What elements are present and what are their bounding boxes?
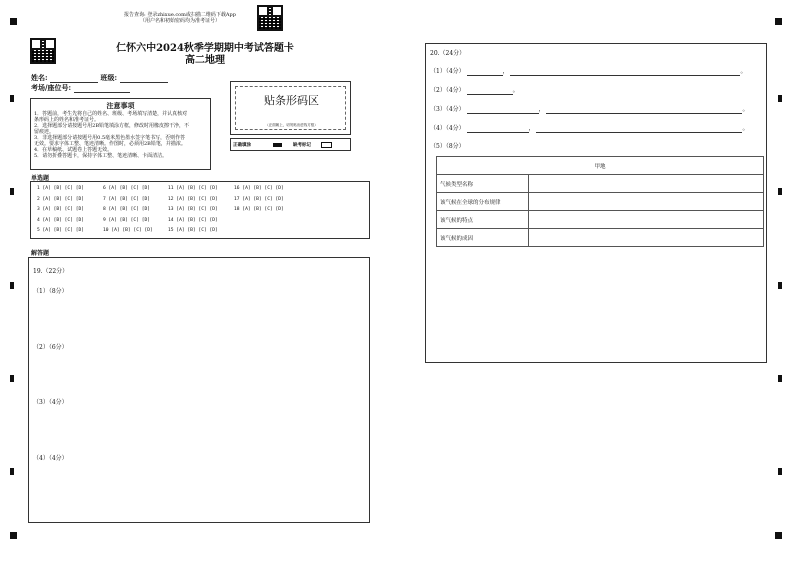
- q20-part-5: （5）（8分）: [430, 143, 465, 150]
- choice-question[interactable]: 13 [A] [B] [C] [D]: [168, 207, 218, 212]
- name-label: 姓名:: [31, 73, 48, 82]
- q20-part-2: （2）（4分）: [430, 87, 465, 94]
- choice-question[interactable]: 5 [A] [B] [C] [D]: [37, 228, 85, 233]
- table-row: 气候类型名称: [437, 175, 764, 193]
- correct-fill-label: 正确填涂: [233, 143, 251, 148]
- timing-mark: [778, 282, 782, 289]
- q20-part-3-blank-a[interactable]: [467, 106, 539, 114]
- registration-mark: [775, 18, 782, 25]
- choice-question[interactable]: 15 [A] [B] [C] [D]: [168, 228, 218, 233]
- table-header: 甲地: [437, 157, 764, 175]
- report-notice-line1: 报告查询: 登录zhixue.com或扫描二维码下载App: [124, 12, 236, 18]
- q19-answer-box[interactable]: [28, 257, 370, 523]
- timing-mark: [10, 188, 14, 195]
- room-seat-field[interactable]: [74, 85, 130, 93]
- table-row: 该气候的特点: [437, 211, 764, 229]
- report-notice-line2: （用户名和初始密码均为准考证号）: [139, 18, 220, 24]
- q20-part-4-blank-a[interactable]: [467, 125, 529, 133]
- fill-legend: [230, 138, 351, 151]
- q20-part-2-row: （2）（4分） 。: [430, 87, 519, 94]
- choice-section-label: 单选题: [31, 175, 50, 182]
- q19-part-1: （1）（8分）: [33, 288, 68, 295]
- timing-mark: [778, 375, 782, 382]
- choice-question[interactable]: 10 [A] [B] [C] [D]: [103, 228, 153, 233]
- timing-mark: [10, 375, 14, 382]
- instruction-line: 留痕迹。: [34, 129, 55, 135]
- app-qr-code-icon[interactable]: [257, 5, 283, 31]
- timing-mark: [10, 468, 14, 475]
- table-answer-cell[interactable]: [529, 175, 764, 193]
- timing-mark: [10, 95, 14, 102]
- registration-mark: [775, 532, 782, 539]
- q20-part-4: （4）（4分）: [430, 125, 465, 132]
- instruction-line: 1．答题前，考生先将自己的姓名、班级、考场填写清楚，并认真核对: [34, 111, 188, 117]
- timing-mark: [10, 282, 14, 289]
- choice-question[interactable]: 9 [A] [B] [C] [D]: [103, 217, 151, 223]
- choice-question[interactable]: 3 [A] [B] [C] [D]: [37, 207, 85, 212]
- q20-answer-box: [425, 43, 767, 363]
- choice-question[interactable]: 2 [A] [B] [C] [D]: [37, 196, 85, 202]
- choice-question[interactable]: 16 [A] [B] [C] [D]: [234, 186, 284, 191]
- timing-mark: [778, 188, 782, 195]
- q20-part-2-blank[interactable]: [467, 87, 513, 95]
- absent-mark-label: 缺考标记: [293, 143, 311, 148]
- q20-part-1: （1）（4分）: [430, 68, 465, 75]
- room-seat-label: 考场/座位号:: [31, 83, 72, 92]
- q20-part-1-blank-a[interactable]: [467, 68, 503, 76]
- exam-subject: 高二地理: [185, 55, 225, 66]
- instructions-heading: 注意事项: [106, 101, 135, 110]
- instruction-line: 5．请勿折叠答题卡，保持字体工整、笔迹清晰、卡面清洁。: [34, 153, 168, 159]
- q20-part-3-blank-b[interactable]: [546, 106, 742, 114]
- table-answer-cell[interactable]: [529, 211, 764, 229]
- absent-box-icon[interactable]: [321, 142, 332, 148]
- q20-climate-table: [436, 156, 764, 247]
- class-field[interactable]: [120, 75, 168, 83]
- table-answer-cell[interactable]: [529, 229, 764, 247]
- choice-question[interactable]: 17 [A] [B] [C] [D]: [234, 196, 284, 202]
- timing-mark: [778, 468, 782, 475]
- q19-part-4: （4）（4分）: [33, 455, 68, 462]
- q19-part-3: （3）（4分）: [33, 399, 68, 406]
- q19-part-2: （2）（6分）: [33, 344, 68, 351]
- instruction-line: 3．非选择题部分请按题号用0.5毫米黑色墨水签字笔书写，否则作答: [34, 135, 186, 141]
- student-qr-code-icon: [30, 38, 56, 64]
- exam-title: 仁怀六中2024秋季学期期中考试答题卡: [116, 43, 294, 54]
- table-row: 该气候在全球的分布规律: [437, 193, 764, 211]
- class-label: 班级:: [100, 73, 118, 82]
- table-answer-cell[interactable]: [529, 193, 764, 211]
- instructions-list: [34, 111, 207, 159]
- choice-question[interactable]: 11 [A] [B] [C] [D]: [168, 186, 218, 191]
- barcode-hint: （正面朝上，切勿贴出虚线方框）: [265, 123, 318, 127]
- choice-question[interactable]: 7 [A] [B] [C] [D]: [103, 196, 151, 202]
- instruction-line: 2．选择题部分请按题号用2B铅笔填涂方框，修改时用橡皮擦干净，不: [34, 123, 190, 129]
- instruction-line: 4．在草稿纸、试题卷上答题无效。: [34, 147, 113, 153]
- q20-part-3: （3）（4分）: [430, 106, 465, 113]
- q19-title: 19.（22分）: [33, 268, 69, 275]
- q20-title: 20.（24分）: [430, 50, 466, 57]
- choice-box: [30, 181, 370, 239]
- q20-part-1-blank-b[interactable]: [510, 68, 740, 76]
- room-seat-row: [31, 83, 221, 93]
- choice-question[interactable]: 8 [A] [B] [C] [D]: [103, 207, 151, 212]
- choice-question[interactable]: 1 [A] [B] [C] [D]: [37, 186, 85, 191]
- choice-question[interactable]: 14 [A] [B] [C] [D]: [168, 217, 218, 223]
- q20-part-4-blank-b[interactable]: [536, 125, 742, 133]
- table-row: 该气候的成因: [437, 229, 764, 247]
- registration-mark: [10, 532, 17, 539]
- barcode-label: 贴条形码区: [264, 94, 319, 107]
- answer-section-label: 解答题: [31, 250, 50, 257]
- name-field[interactable]: [50, 75, 98, 83]
- report-notice: [110, 12, 250, 24]
- q20-part-1-row: （1）（4分） ， 。: [430, 68, 747, 75]
- instructions-box: [30, 98, 211, 170]
- choice-question[interactable]: 12 [A] [B] [C] [D]: [168, 196, 218, 202]
- q20-part-3-row: （3）（4分） ， 。: [430, 106, 749, 113]
- q20-part-4-row: （4）（4分） ， 。: [430, 125, 749, 132]
- timing-mark: [778, 95, 782, 102]
- barcode-area: [230, 81, 351, 135]
- student-info: [31, 73, 221, 83]
- filled-box-icon: [273, 143, 282, 147]
- choice-question[interactable]: 18 [A] [B] [C] [D]: [234, 207, 284, 212]
- instruction-line: 无效。要求字体工整、笔迹清晰。作图时，必须用2B铅笔，并描浓。: [34, 141, 186, 147]
- choice-question[interactable]: 4 [A] [B] [C] [D]: [37, 217, 85, 223]
- choice-question[interactable]: 6 [A] [B] [C] [D]: [103, 186, 151, 191]
- instruction-line: 条形码上的姓名和准考证号。: [34, 117, 100, 123]
- registration-mark: [10, 18, 17, 25]
